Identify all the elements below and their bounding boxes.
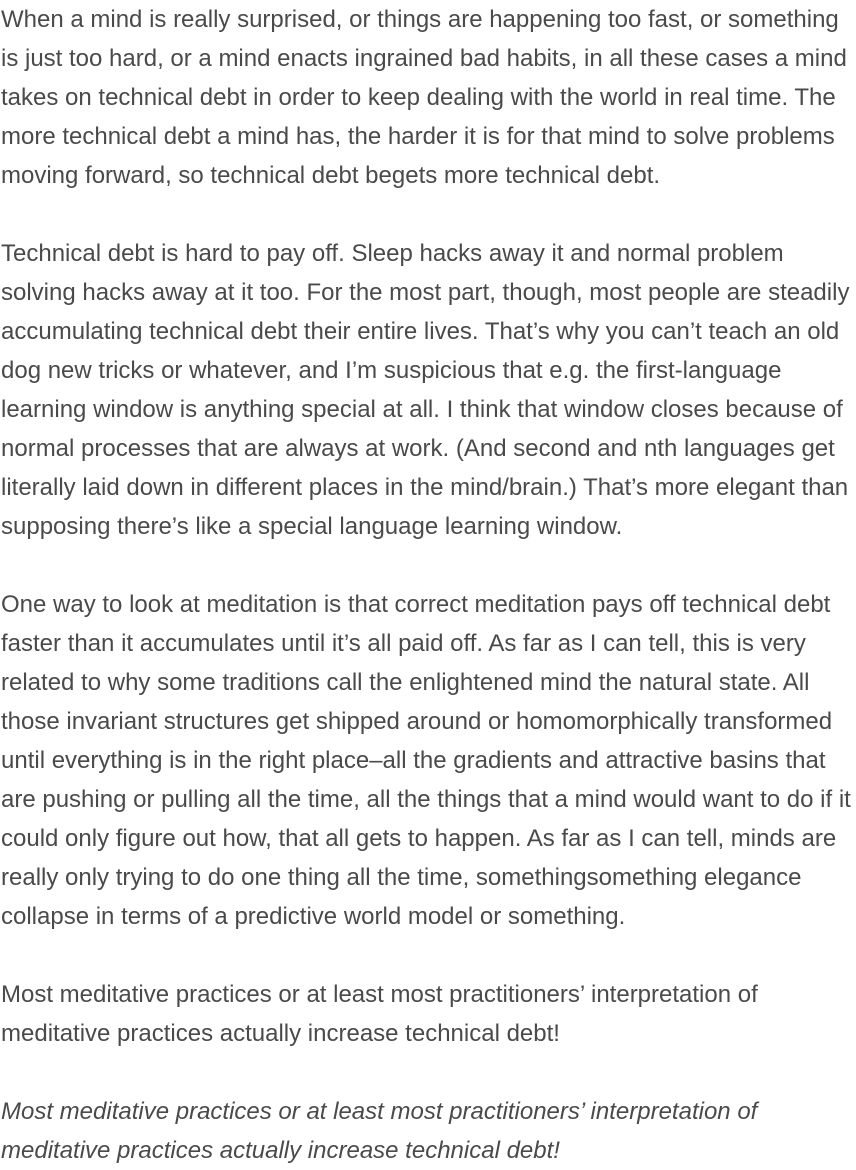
paragraph-technical-debt-intro: When a mind is really surprised, or things are happening too fast, or something is just too hard, or a mind enacts ingrained bad habits, in all these cases a mind takes on technical debt in order to keep dealing with the world in real time. The more technical debt a mind has, the harder it is for that mind to solve problems moving forward, so technical debt begets more technical debt. [1, 6, 847, 189]
paragraph-paying-off-debt: Technical debt is hard to pay off. Sleep hacks away it and normal problem solving hacks away at it too. For the most part, though, most people are steadily accumulating technical debt their entire lives. That’s why you can’t teach an old dog new tricks or whatever, and I’m suspicious that e.g. the first-language learning window is anything special at all. I think that window closes because of normal processes that are always at work. (And second and nth languages get literally laid down in different places in the mind/brain.) That’s more elegant than supposing there’s like a special language learning window. [1, 240, 850, 540]
paragraph-meditation-pays-off-debt: One way to look at meditation is that correct meditation pays off technical debt faster than it accumulates until it’s all paid off. As far as I can tell, this is very related to why some traditions call the enlightened mind the natural state. All those invariant structures get shipped around or homomorphically transformed until everything is in the right place–all the gradients and attractive basins that are pushing or pulling all the time, all the things that a mind would want to do if it could only figure out how, that all gets to happen. As far as I can tell, minds are really only trying to do one thing all the time, somethingsomething elegance collapse in terms of a predictive world model or something. [1, 591, 851, 930]
paragraph-practices-increase-debt: Most meditative practices or at least most practitioners’ interpretation of meditative practices actually increase technical debt! [1, 981, 758, 1047]
paragraph-practices-increase-debt-emphasis: Most meditative practices or at least most practitioners’ interpretation of meditative practices actually increase technical debt! [1, 1098, 758, 1164]
